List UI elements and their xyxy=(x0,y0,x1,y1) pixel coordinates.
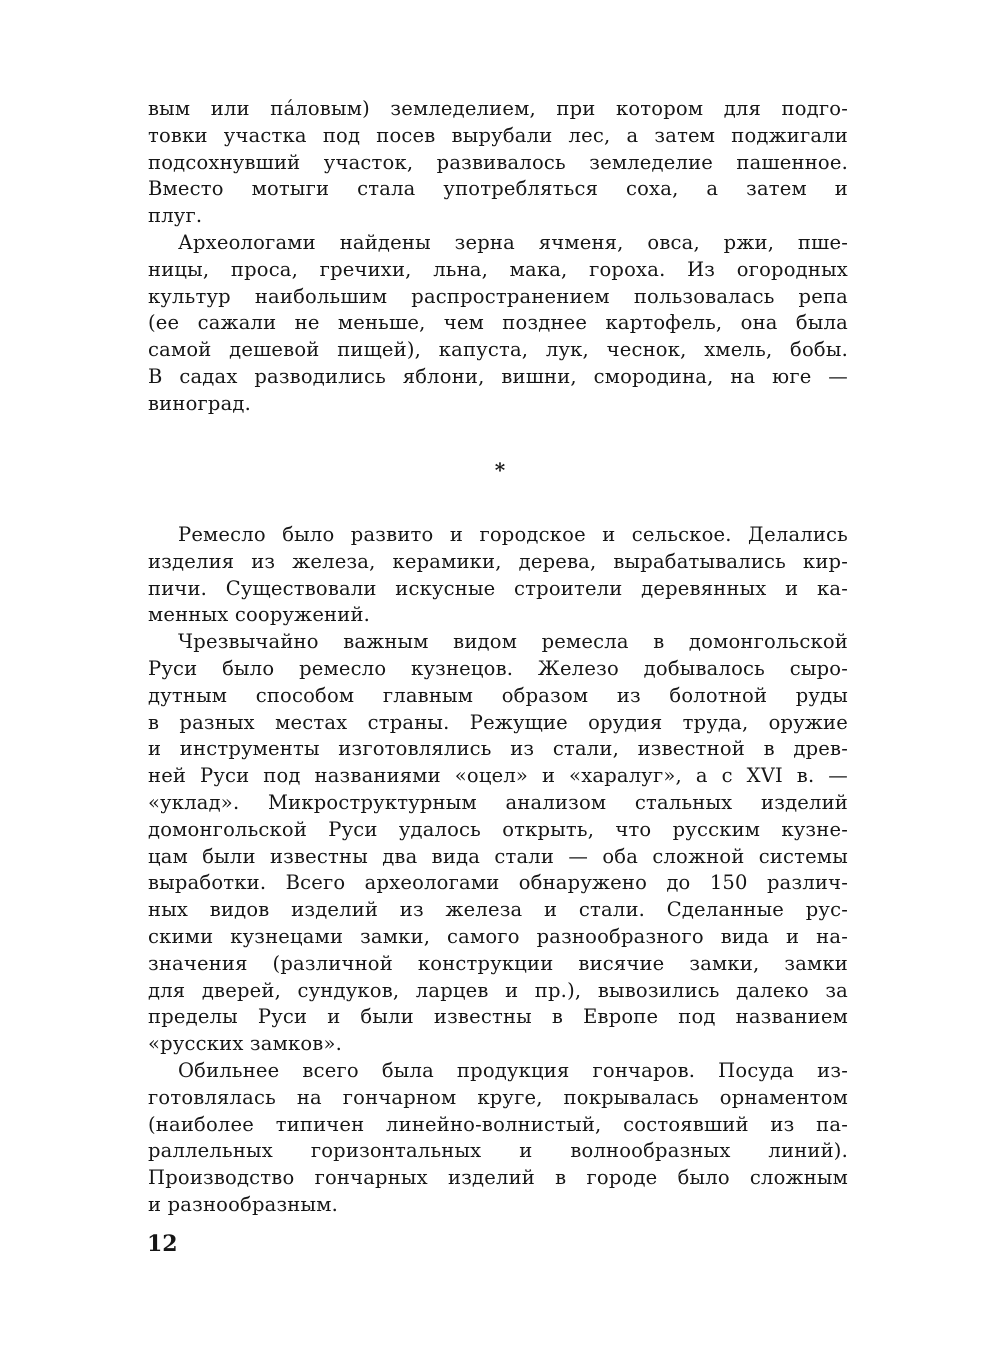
text-line: скими кузнецами замки, самого разнообразного вида и на- xyxy=(148,924,848,948)
text-line: пределы Руси и были известны в Европе под названием xyxy=(148,1005,848,1029)
text-line: ницы, проса, гречихи, льна, мака, гороха. Из огородных xyxy=(148,257,848,281)
text-line: товки участка под посев вырубали лес, а затем поджигали xyxy=(148,123,848,147)
text-line: Ремесло было развито и городское и сельское. Делались xyxy=(178,523,848,546)
text-line: раллельных горизонтальных и волнообразных линий). xyxy=(148,1139,848,1163)
text-line: и инструменты изготовлялись из стали, известной в древ- xyxy=(148,737,848,761)
text-line: ных видов изделий из железа и стали. Сделанные рус- xyxy=(148,898,848,922)
text-line: «уклад». Микроструктурным анализом стальных изделий xyxy=(148,790,848,814)
text-line: дутным способом главным образом из болотной руды xyxy=(148,683,848,707)
text-line: изделия из железа, керамики, дерева, вырабатывались кир- xyxy=(148,549,848,573)
text-line: вым или пáловым) земледелием, при котором для подго- xyxy=(148,97,848,120)
text-line: Археологами найдены зерна ячменя, овса, ржи, пше- xyxy=(178,230,848,254)
text-line: «русских замков». xyxy=(148,1032,342,1056)
text-line: пичи. Существовали искусные строители деревянных и ка- xyxy=(148,576,848,600)
page-number: 12 xyxy=(147,1231,178,1257)
text-line: (ее сажали не меньше, чем позднее картофель, она была xyxy=(148,311,848,335)
text-line: Обильнее всего была продукция гончаров. Посуда из- xyxy=(178,1058,848,1082)
text-line: выработки. Всего археологами обнаружено до 150 различ- xyxy=(148,871,848,895)
text-line: Руси было ремесло кузнецов. Железо добывалось сыро- xyxy=(148,656,848,680)
text-line: домонгольской Руси удалось открыть, что русским кузне- xyxy=(148,817,848,841)
text-line: плуг. xyxy=(148,204,203,228)
text-line: (наиболее типичен линейно-волнистый, состоявший из па- xyxy=(148,1112,848,1136)
text-line: ней Руси под названиями «оцел» и «харалуг», а с XVI в. — xyxy=(148,764,848,788)
text-line: Вместо мотыги стала употребляться соха, а затем и xyxy=(148,177,848,201)
text-line: В садах разводились яблони, вишни, смородина, на юге — xyxy=(148,364,848,388)
text-line: готовлялась на гончарном круге, покрывалась орнаментом xyxy=(148,1085,848,1109)
text-line: менных сооружений. xyxy=(148,603,371,627)
section-separator-asterisk: * xyxy=(494,458,506,482)
text-line: культур наибольшим распространением пользовалась репа xyxy=(148,284,848,308)
text-line: виноград. xyxy=(148,391,252,415)
text-line: для дверей, сундуков, ларцев и пр.), вывозились далеко за xyxy=(148,978,848,1002)
text-line: и разнообразным. xyxy=(148,1192,338,1216)
text-line: Чрезвычайно важным видом ремесла в домонгольской xyxy=(178,630,848,654)
text-line: Производство гончарных изделий в городе было сложным xyxy=(148,1166,848,1190)
text-line: подсохнувший участок, развивалось земледелие пашенное. xyxy=(148,150,848,174)
text-line: в разных местах страны. Режущие орудия труда, оружие xyxy=(148,710,848,734)
text-line: цам были известны два вида стали — оба сложной системы xyxy=(148,844,848,868)
paragraph-block-crafts xyxy=(148,522,848,1219)
text-line: значения (различной конструкции висячие замки, замки xyxy=(148,951,848,975)
paragraph-block-agriculture xyxy=(148,96,848,418)
text-line: самой дешевой пищей), капуста, лук, чеснок, хмель, бобы. xyxy=(148,338,848,362)
